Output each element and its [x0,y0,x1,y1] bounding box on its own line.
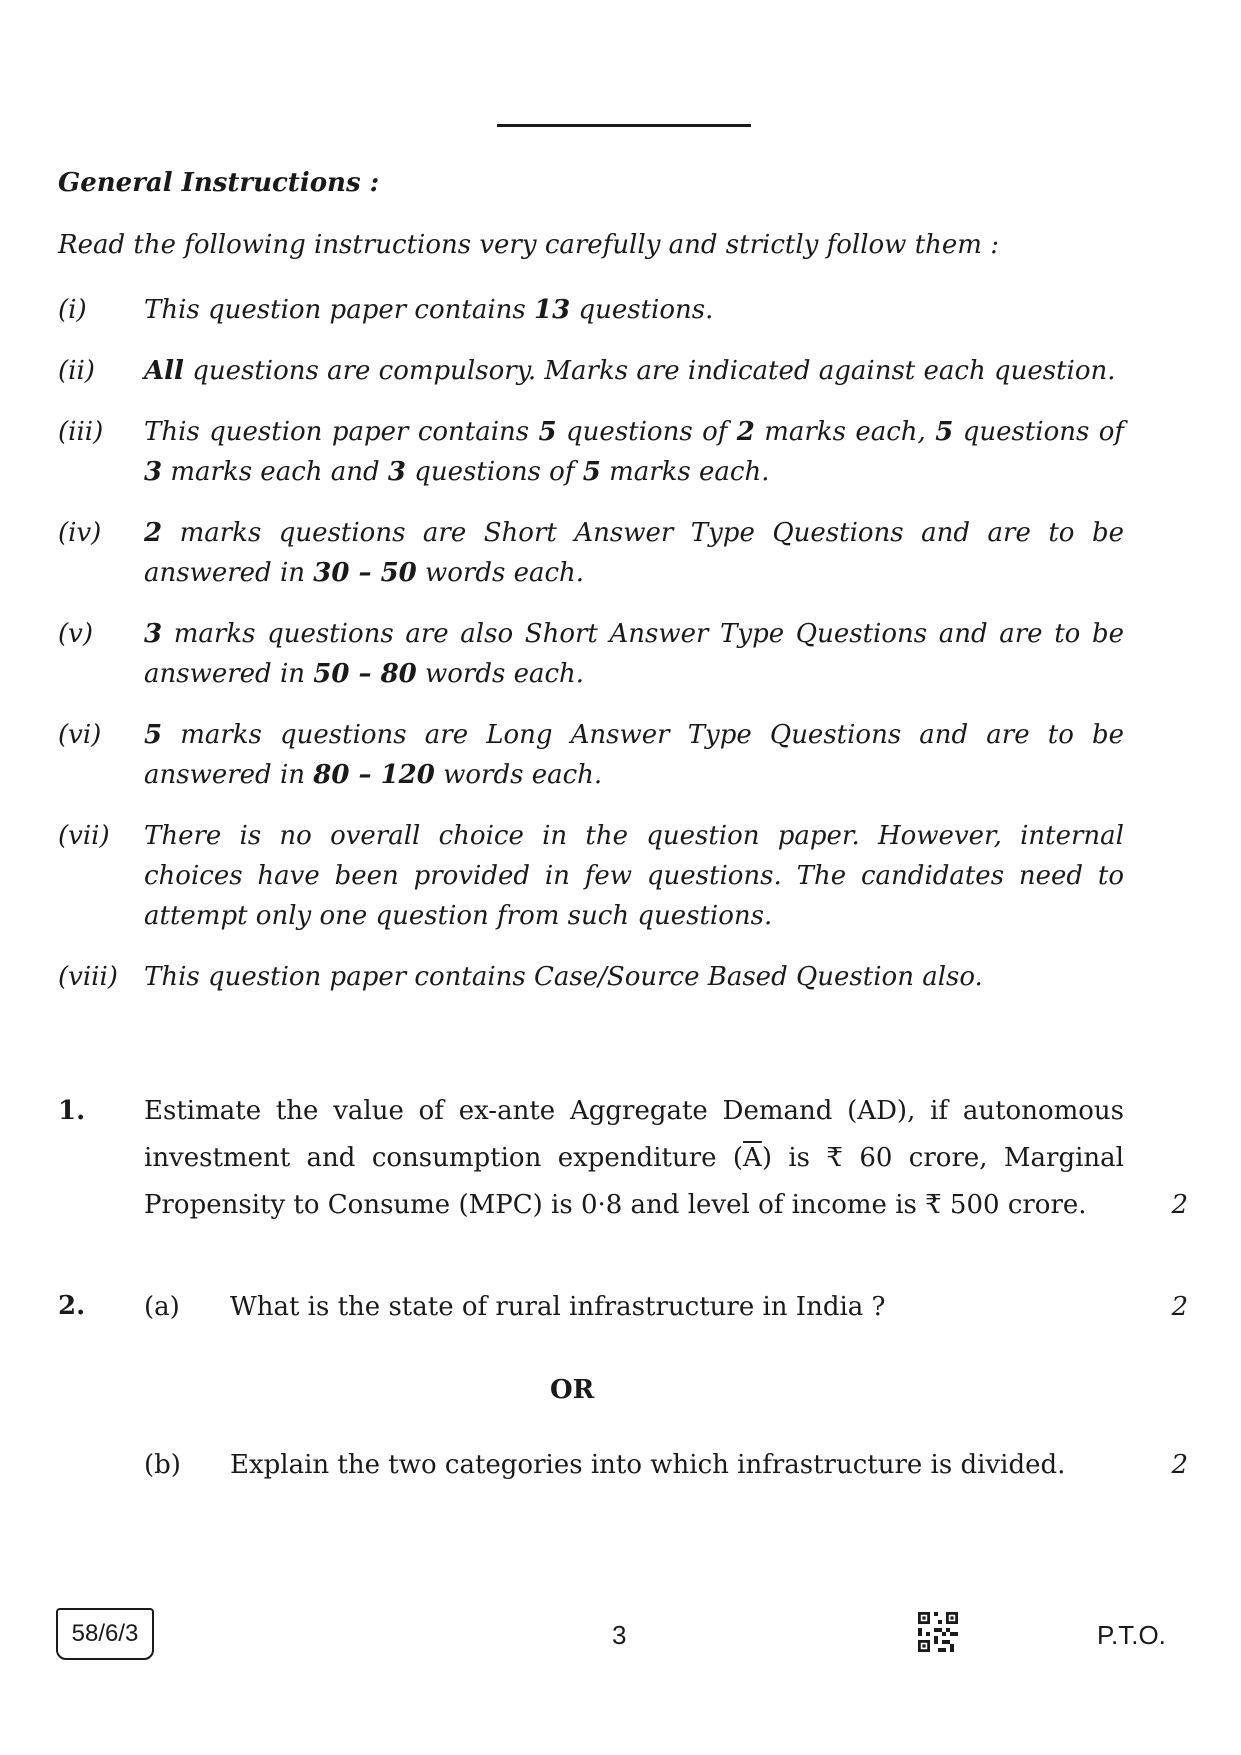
instruction-item [58,513,1124,593]
instruction-number: (viii) [58,962,118,992]
paper-code-box [56,1608,154,1660]
sub-marks: 2 [1171,1450,1188,1480]
instructions-intro: Read the following instructions very carefully and strictly follow them : [58,230,999,260]
instruction-text: There is no overall choice in the question paper. However, internal choices have been provided in few questions. The candidates need to attempt only one question from such questions. [144,821,1124,931]
sub-label: (a) [144,1292,180,1322]
a-bar-symbol: $\overline{A}$ [743,1143,762,1173]
top-rule [497,124,751,127]
sub-marks: 2 [1171,1292,1188,1322]
question-marks: 2 [1171,1190,1188,1220]
question-text: Estimate the value of ex-ante Aggregate Demand (AD), if autonomous investment and consumption expenditure $(\overline{A})$ is ₹ 60 crore, Marginal Propensity to Consume (MPC) is 0·8 and level of income is ₹ 500 crore. [144,1096,1124,1220]
instruction-item [58,816,1124,936]
instruction-item [58,957,1124,997]
instruction-text: All questions are compulsory. Marks are indicated against each question. [144,356,1116,386]
question-number: 1. [58,1096,86,1126]
sub-text: What is the state of rural infrastructure in India ? [230,1292,886,1322]
instruction-text: 2 marks questions are Short Answer Type Questions and are to be answered in 30 – 50 words each. [144,518,1124,588]
or-separator: OR [550,1375,595,1405]
instruction-item [58,412,1124,492]
qr-code-icon [918,1612,958,1652]
sub-label: (b) [144,1450,181,1480]
instruction-text: 3 marks questions are also Short Answer Type Questions and are to be answered in 50 – 80 words each. [144,619,1124,689]
instruction-item [58,715,1124,795]
paper-code: 58/6/3 [71,1620,139,1647]
general-instructions-heading: General Instructions : [58,168,380,198]
instruction-item [58,351,1124,391]
instruction-number: (vi) [58,720,102,750]
pto-label: P.T.O. [1097,1620,1166,1650]
instruction-number: (ii) [58,356,95,386]
instruction-number: (iv) [58,518,102,548]
instruction-number: (v) [58,619,93,649]
instruction-text: This question paper contains 13 questions. [144,295,714,325]
instruction-number: (vii) [58,821,110,851]
instruction-text: 5 marks questions are Long Answer Type Questions and are to be answered in 80 – 120 words each. [144,720,1124,790]
instruction-text: This question paper contains 5 questions of 2 marks each, 5 questions of 3 marks each and 3 questions of 5 marks each. [144,417,1124,487]
instruction-item [58,614,1124,694]
question-1 [58,1088,1188,1229]
page-number: 3 [612,1620,627,1650]
instruction-number: (i) [58,295,87,325]
instruction-number: (iii) [58,417,104,447]
sub-text: Explain the two categories into which infrastructure is divided. [230,1450,1066,1480]
instruction-text: This question paper contains Case/Source Based Question also. [144,962,983,992]
instruction-item [58,290,1124,330]
question-number: 2. [58,1291,86,1321]
